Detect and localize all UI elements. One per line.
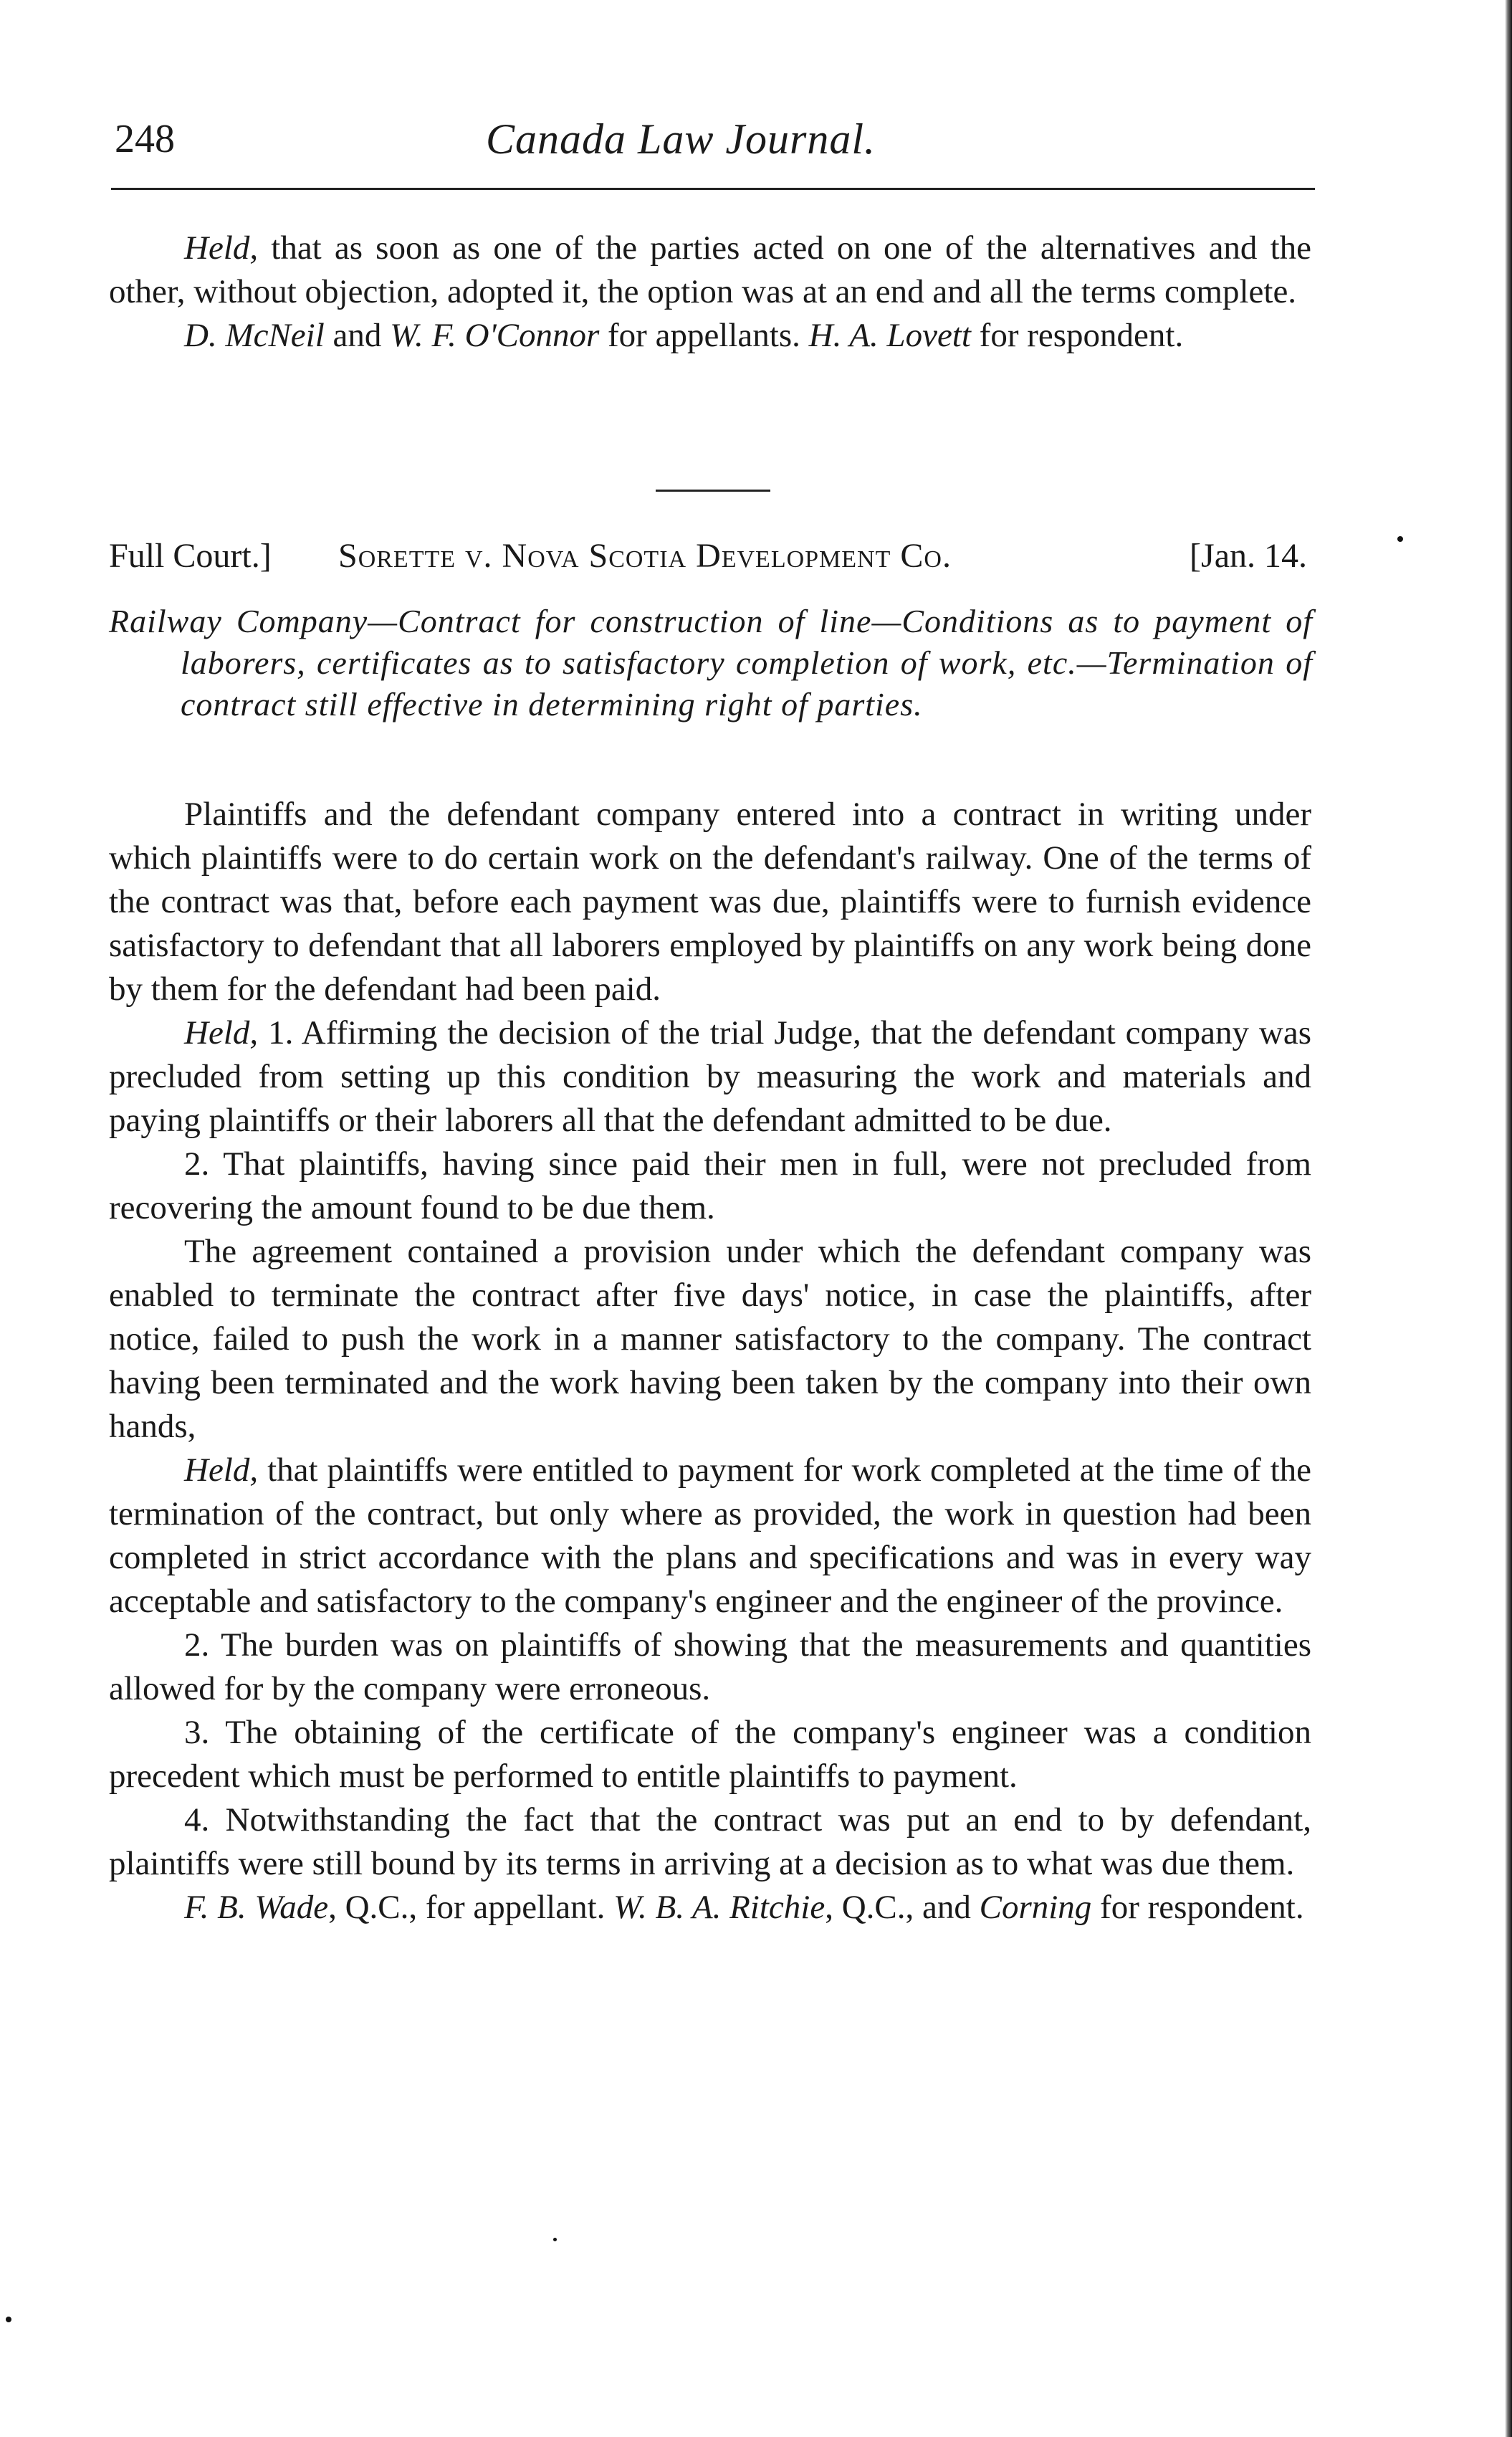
held-label: Held,: [184, 1451, 259, 1489]
held-text: that as soon as one of the parties acted on one of the alternatives and the other, without objection, adopted it, the option was at an end and all the terms complete.: [109, 229, 1311, 310]
held-label: Held,: [184, 1014, 259, 1051]
counsel-name: W. F. O'Connor: [390, 317, 600, 354]
counsel-paragraph: [109, 1886, 1311, 1930]
counsel-connector: and: [324, 317, 391, 354]
counsel-name: F. B. Wade: [184, 1889, 329, 1926]
held-paragraph: [109, 1449, 1311, 1623]
previous-case-conclusion: [109, 226, 1311, 358]
counsel-name: W. B. A. Ritchie: [613, 1889, 826, 1926]
holding-point-2: 2. That plaintiffs, having since paid their men in full, were not precluded from recovering the amount found to be due them.: [109, 1145, 1311, 1226]
page-edge-shadow: [1505, 0, 1512, 2437]
case-title: Sorette v. Nova Scotia Development Co.: [338, 537, 952, 575]
holding-point-4: 4. Notwithstanding the fact that the contract was put an end to by defendant, plaintiffs were still bound by its terms in arriving at a decision as to what was due them.: [109, 1801, 1311, 1882]
case-date: [Jan. 14.: [1190, 537, 1307, 575]
held-text: 1. Affirming the decision of the trial Judge, that the defendant company was precluded from setting up this condition by measuring the work and materials and paying plaintiffs or their laborers all that the defendant admitted to be due.: [109, 1014, 1311, 1139]
counsel-paragraph: [109, 314, 1311, 358]
counsel-name: Corning: [979, 1889, 1092, 1926]
page-number: 248: [115, 117, 175, 161]
counsel-name: D. McNeil: [184, 317, 325, 354]
counsel-role: , Q.C., and: [825, 1889, 971, 1926]
scan-speck: [1397, 536, 1403, 542]
counsel-name: H. A. Lovett: [808, 317, 971, 354]
holding-point-2: 2. The burden was on plaintiffs of showing that the measurements and quantities allowed for by the company were erroneous.: [109, 1626, 1311, 1707]
journal-title: Canada Law Journal.: [486, 115, 876, 163]
facts-paragraph: Plaintiffs and the defendant company entered into a contract in writing under which plaintiffs were to do certain work on the defendant's railway. One of the terms of the contract was that, before each payment was due, plaintiffs were to furnish evidence satisfactory to defendant that all laborers employed by plaintiffs on any work being done by them for the defendant had been paid.: [109, 796, 1311, 1008]
case-body: [109, 793, 1311, 1930]
scan-speck: [6, 2317, 11, 2322]
case-heading: [109, 536, 1327, 586]
held-text: that plaintiffs were entitled to payment for work completed at the time of the termination of the contract, but only where as provided, the work in question had been completed in strict accordance with the plans and specifications and was in every way acceptable and satisfactory to the company's engineer and the engineer of the province.: [109, 1451, 1311, 1620]
case-separator-rule: [656, 490, 770, 492]
agreement-paragraph: The agreement contained a provision under which the defendant company was enabled to terminate the contract after five days' notice, in case the plaintiffs, after notice, failed to push the work in a manner satisfactory to the company. The contract having been terminated and the work having been taken by the company into their own hands,: [109, 1233, 1311, 1445]
header-rule: [111, 188, 1315, 190]
running-head: [106, 108, 1317, 165]
counsel-role: for respondent.: [970, 317, 1184, 354]
scan-speck: [553, 2238, 557, 2241]
held-paragraph: [109, 1011, 1311, 1143]
counsel-role: for appellants.: [599, 317, 809, 354]
counsel-role: , Q.C., for appellant.: [328, 1889, 614, 1926]
counsel-role: for respondent.: [1091, 1889, 1304, 1926]
court-name: Full Court.]: [109, 537, 272, 575]
case-headnote: Railway Company—Contract for construction of line—Conditions as to payment of laborers, certificates as to satisfactory completion of work, etc.—Termination of contract still effective in determining right of parties.: [109, 603, 1313, 722]
held-paragraph: [109, 226, 1311, 314]
holding-point-3: 3. The obtaining of the certificate of the company's engineer was a condition precedent which must be performed to entitle plaintiffs to payment.: [109, 1714, 1311, 1795]
held-label: Held,: [184, 229, 259, 267]
